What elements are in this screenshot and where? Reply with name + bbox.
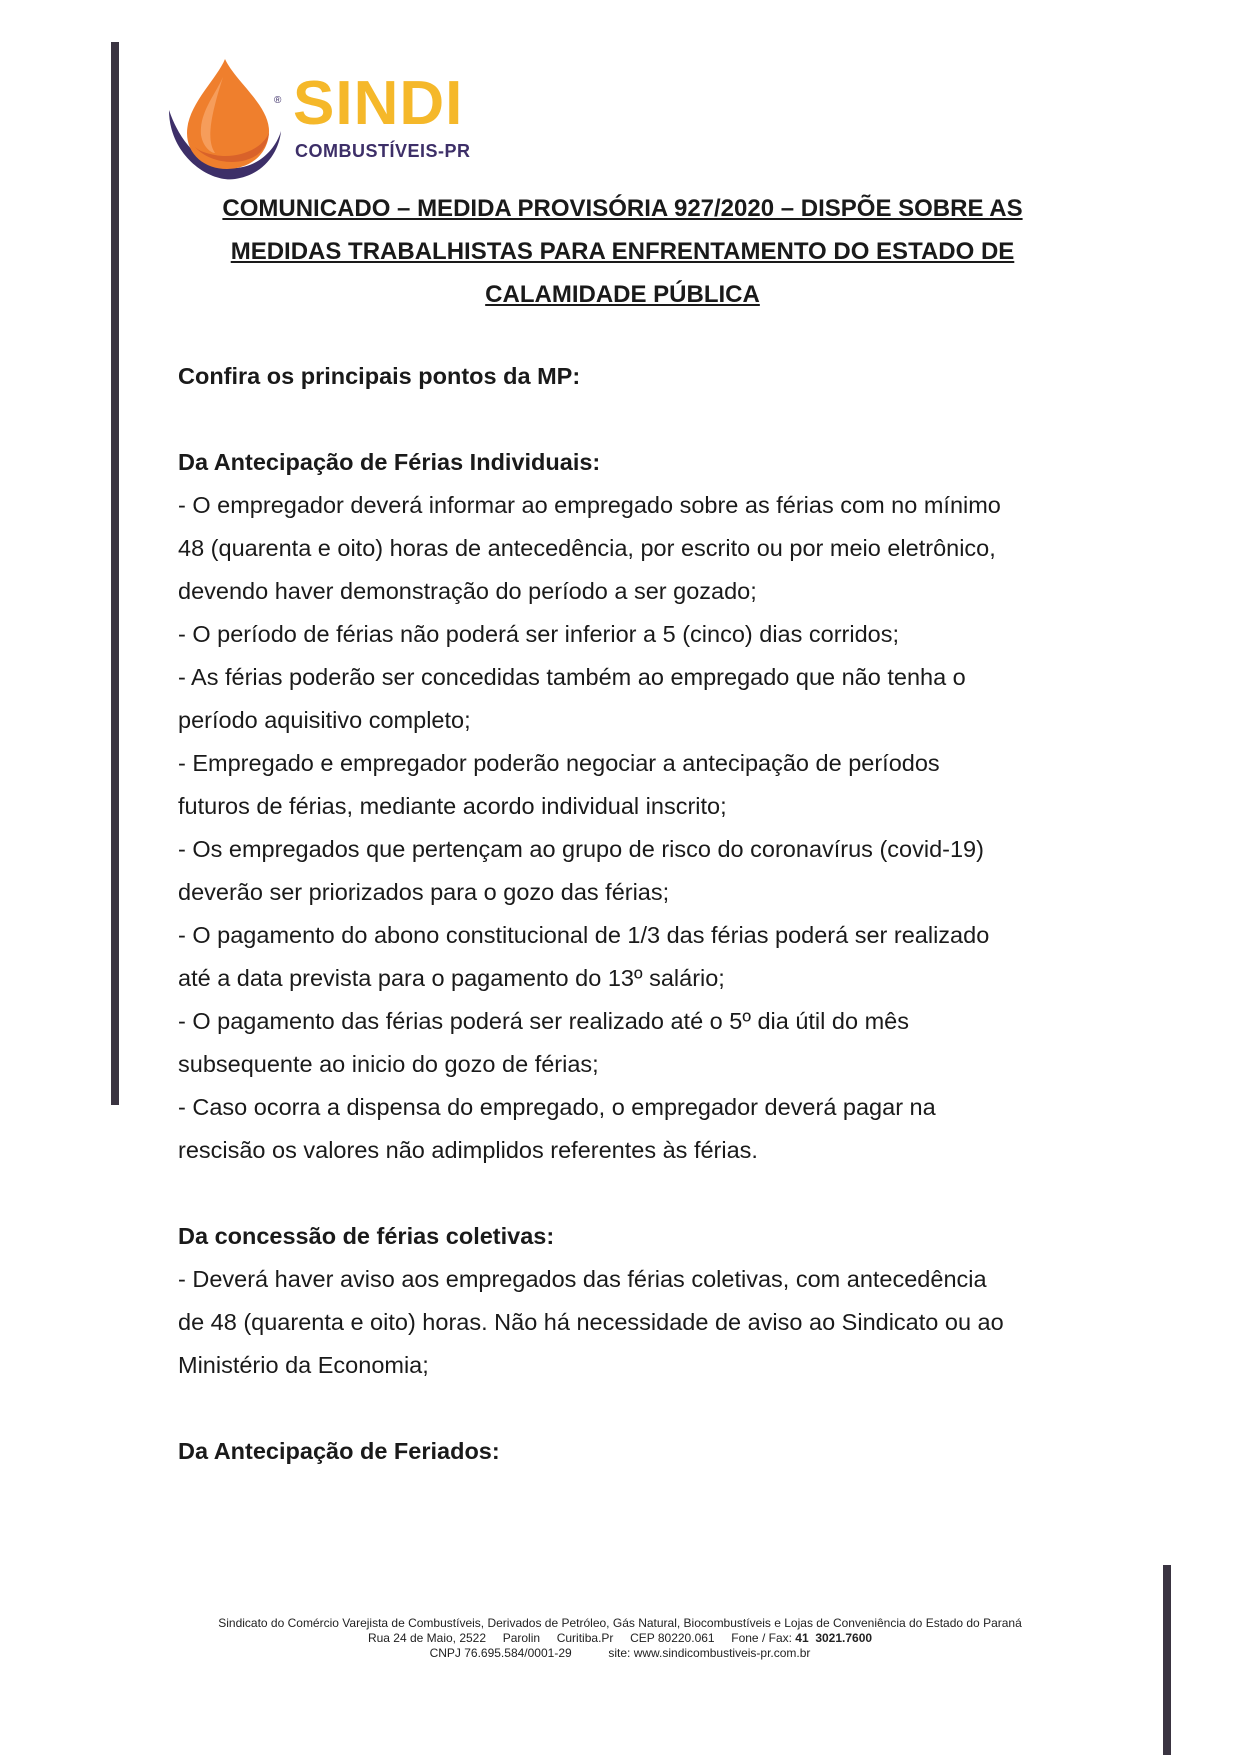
footer-site: site: www.sindicombustiveis-pr.com.br [608, 1646, 811, 1660]
document-body [178, 355, 1078, 1473]
footer-cnpj: CNPJ 76.695.584/0001-29 [429, 1646, 572, 1660]
body-line: deverão ser priorizados para o gozo das férias; [178, 879, 670, 905]
left-accent-bar [111, 42, 119, 1105]
body-line: 48 (quarenta e oito) horas de antecedência, por escrito ou por meio eletrônico, [178, 535, 996, 561]
sindi-logo [165, 55, 485, 185]
section-heading: Da Antecipação de Feriados: [178, 1438, 500, 1464]
section-heading: Da concessão de férias coletivas: [178, 1223, 555, 1249]
right-accent-bar [1163, 1565, 1171, 1755]
section-ferias-coletivas [178, 1258, 1078, 1387]
body-line: devendo haver demonstração do período a ser gozado; [178, 578, 757, 604]
body-line: - Empregado e empregador poderão negociar a antecipação de períodos [178, 750, 940, 776]
title-line-2: MEDIDAS TRABALHISTAS PARA ENFRENTAMENTO DO ESTADO DE [230, 238, 1015, 265]
registered-mark: ® [274, 95, 282, 106]
body-line: subsequente ao inicio do gozo de férias; [178, 1051, 599, 1077]
title-line-1: COMUNICADO – MEDIDA PROVISÓRIA 927/2020 – DISPÕE SOBRE AS [222, 195, 1023, 222]
footer-address-line [180, 1631, 1060, 1646]
footer-phone: 41 3021.7600 [795, 1631, 873, 1645]
body-line: até a data prevista para o pagamento do 13º salário; [178, 965, 725, 991]
body-line: futuros de férias, mediante acordo individual inscrito; [178, 793, 727, 819]
footer-cnpj-line [180, 1646, 1060, 1661]
section-heading: Da Antecipação de Férias Individuais: [178, 449, 601, 475]
body-line: - Os empregados que pertençam ao grupo de risco do coronavírus (covid-19) [178, 836, 984, 862]
body-line: de 48 (quarenta e oito) horas. Não há necessidade de aviso ao Sindicato ou ao [178, 1309, 1004, 1335]
intro-heading: Confira os principais pontos da MP: [178, 363, 581, 389]
body-line: - O pagamento do abono constitucional de 1/3 das férias poderá ser realizado [178, 922, 990, 948]
body-line: - O pagamento das férias poderá ser realizado até o 5º dia útil do mês [178, 1008, 909, 1034]
body-line: Ministério da Economia; [178, 1352, 429, 1378]
body-line: - O período de férias não poderá ser inferior a 5 (cinco) dias corridos; [178, 621, 900, 647]
body-line: - Caso ocorra a dispensa do empregado, o empregador deverá pagar na [178, 1094, 936, 1120]
fuel-drop-icon [165, 55, 295, 185]
body-line: - Deverá haver aviso aos empregados das férias coletivas, com antecedência [178, 1266, 987, 1292]
page-footer [180, 1616, 1060, 1661]
body-line: - O empregador deverá informar ao empregado sobre as férias com no mínimo [178, 492, 1001, 518]
footer-address: Rua 24 de Maio, 2522 Parolin Curitiba.Pr CEP 80220.061 Fone / Fax: [367, 1631, 792, 1645]
brand-name: SINDI [293, 69, 464, 138]
brand-subtitle: COMBUSTÍVEIS-PR [295, 141, 471, 161]
title-line-3: CALAMIDADE PÚBLICA [485, 281, 760, 308]
body-line: período aquisitivo completo; [178, 707, 471, 733]
body-line: rescisão os valores não adimplidos referentes às férias. [178, 1137, 758, 1163]
footer-organization: Sindicato do Comércio Varejista de Combustíveis, Derivados de Petróleo, Gás Natural, Biocombustíveis e Lojas de Conveniência do Estado do Paraná [218, 1616, 1022, 1630]
document-title [165, 187, 1080, 316]
section-ferias-individuais [178, 484, 1078, 1172]
body-line: - As férias poderão ser concedidas também ao empregado que não tenha o [178, 664, 966, 690]
